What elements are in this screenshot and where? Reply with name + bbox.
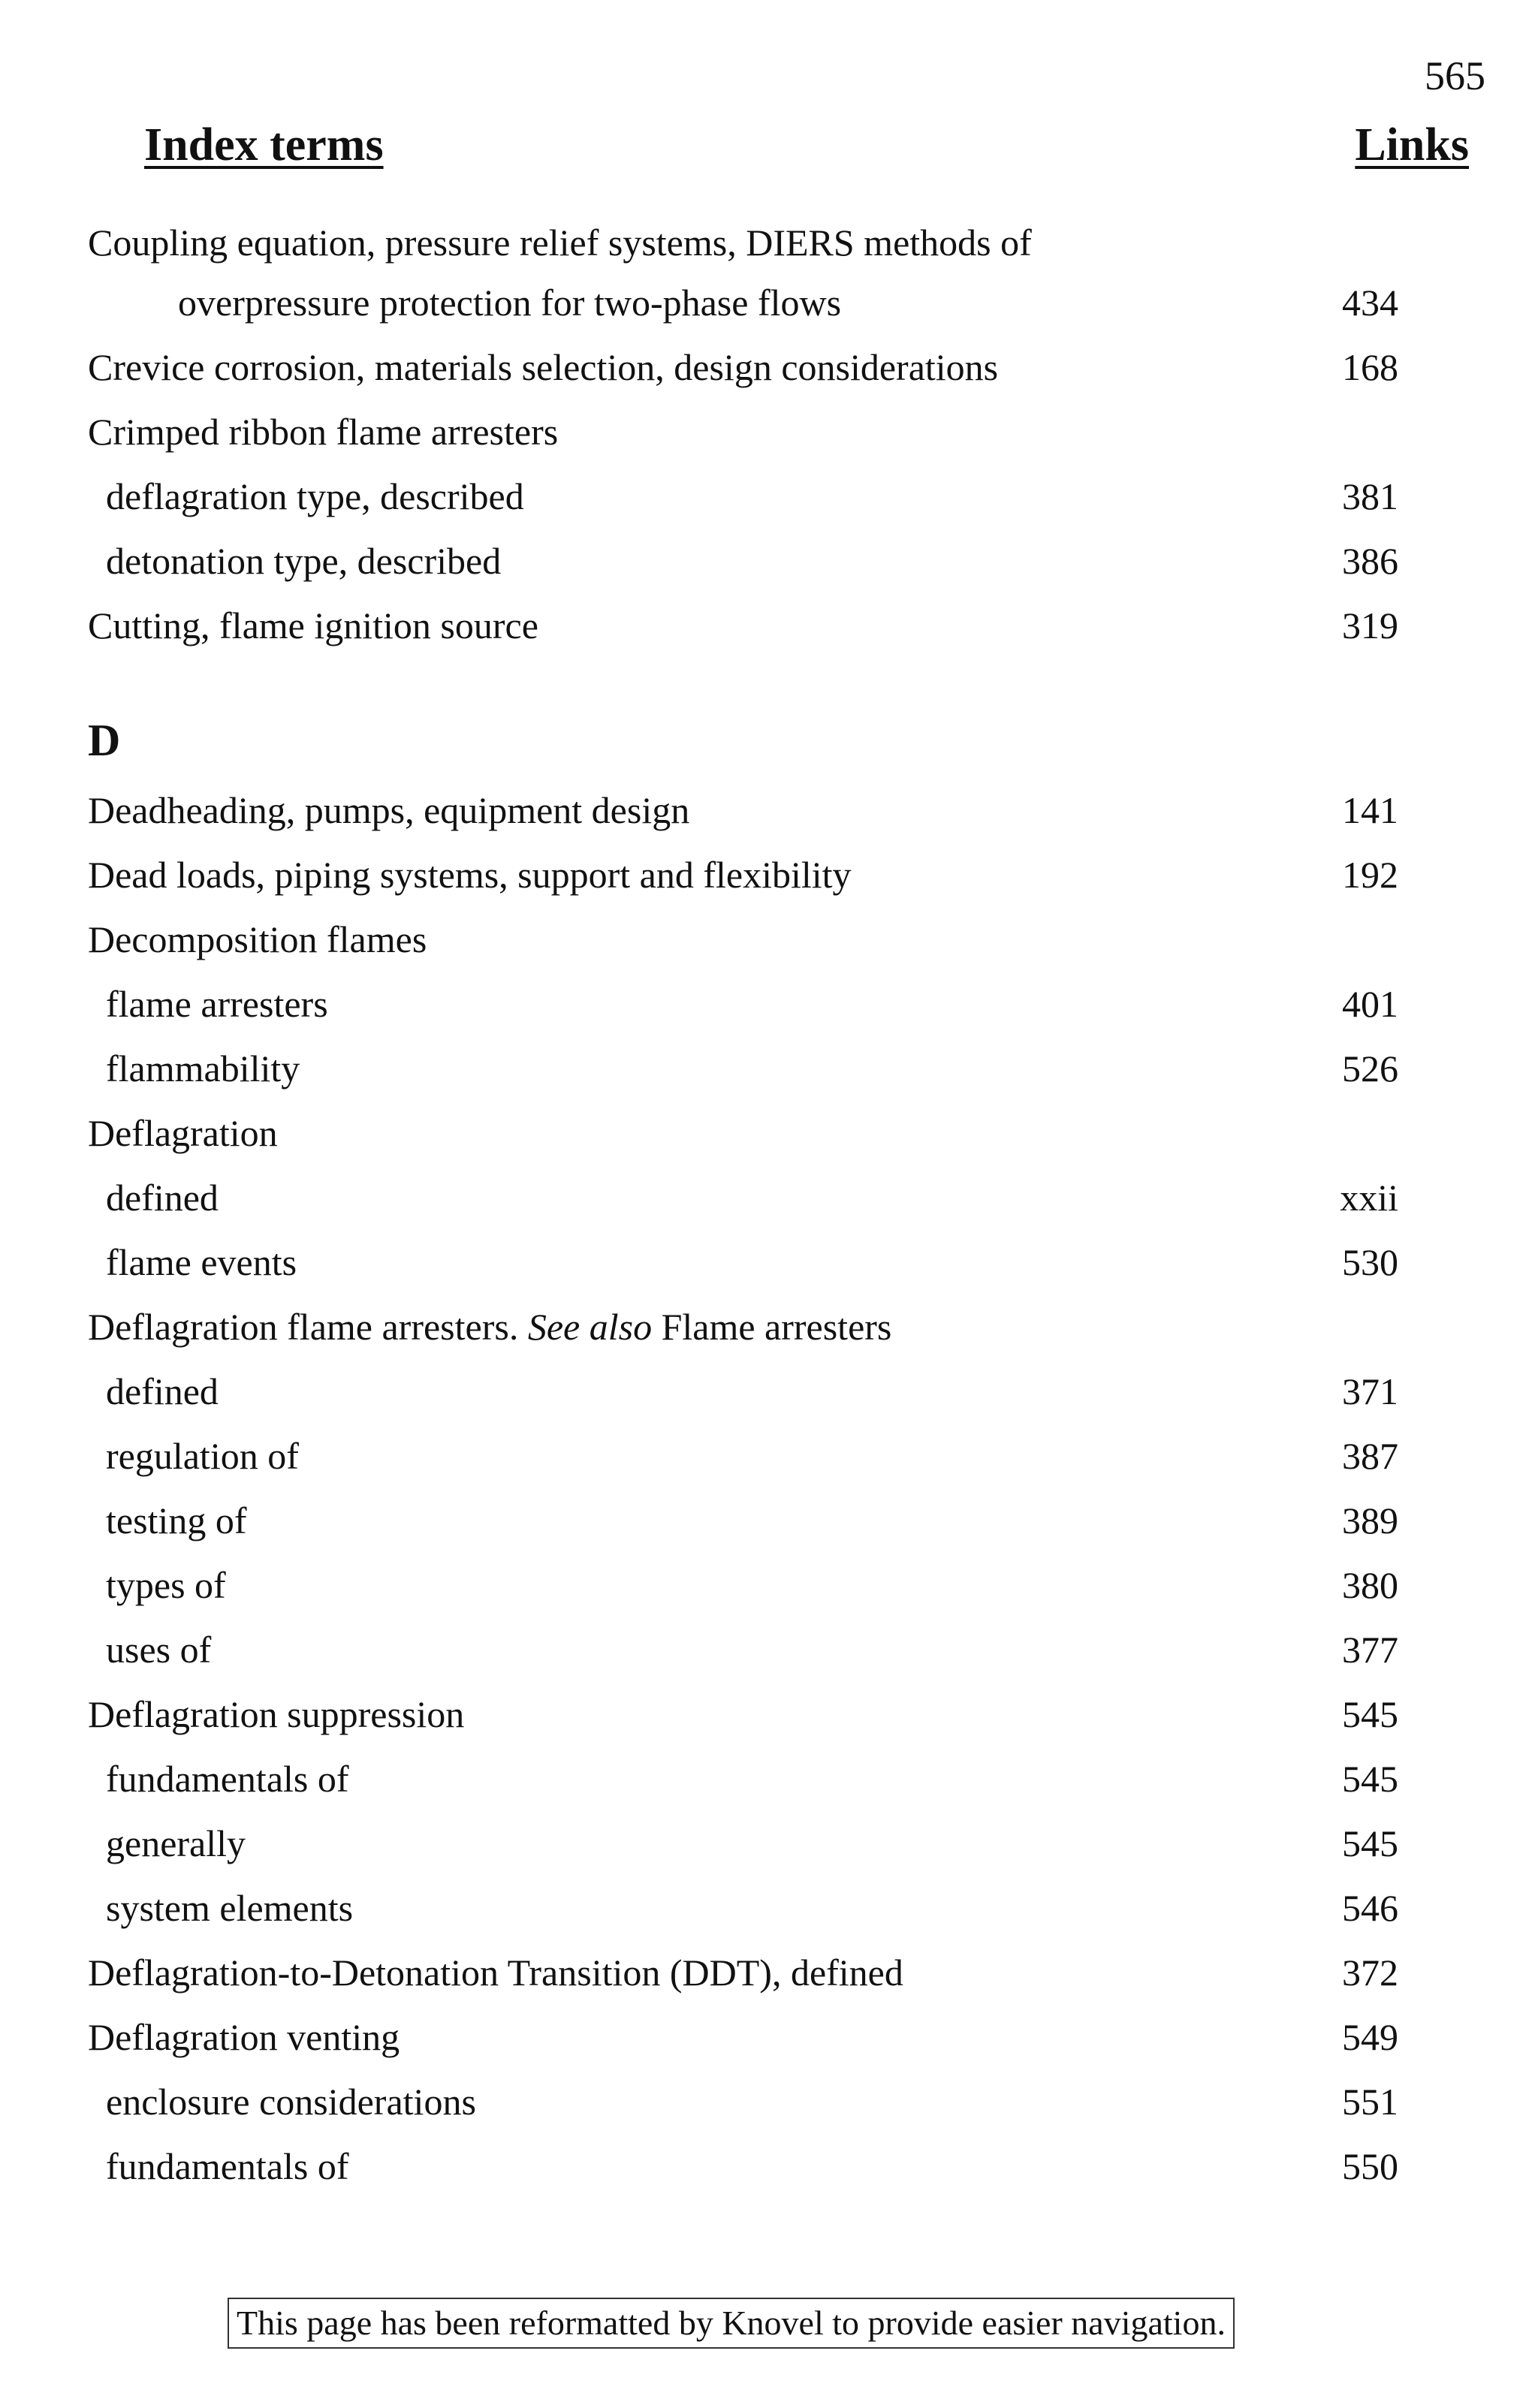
index-entry [88, 778, 1398, 842]
index-entry [88, 2005, 1398, 2069]
page-link[interactable]: 526 [1342, 1047, 1398, 1089]
index-term: Decomposition flames [88, 918, 427, 960]
index-group-c [88, 210, 1398, 658]
page-link[interactable]: 386 [1342, 540, 1398, 582]
page-link[interactable]: 545 [1342, 1693, 1398, 1735]
index-term: Deflagration flame arresters. See also Flame arresters [88, 1306, 892, 1348]
index-entry [88, 842, 1398, 907]
index-term: Coupling equation, pressure relief systems, DIERS methods of [88, 222, 1032, 264]
page-link[interactable]: 401 [1342, 983, 1398, 1025]
index-entry [88, 464, 1398, 529]
index-entry [88, 1553, 1398, 1617]
index-term: overpressure protection for two-phase flows [178, 282, 842, 324]
index-term: system elements [106, 1887, 354, 1929]
index-entry [88, 1488, 1398, 1553]
page-link[interactable]: 377 [1342, 1629, 1398, 1671]
index-term: Dead loads, piping systems, support and flexibility [88, 854, 852, 896]
index-entry [88, 1811, 1398, 1876]
index-term: Deflagration venting [88, 2016, 400, 2058]
index-entry [88, 1746, 1398, 1811]
page-link[interactable]: 381 [1342, 475, 1398, 517]
index-term: enclosure considerations [106, 2081, 476, 2123]
index-term: uses of [106, 1629, 212, 1671]
page-link[interactable]: 168 [1342, 346, 1398, 388]
index-entry [88, 1294, 1398, 1359]
index-term: flame events [106, 1241, 297, 1283]
page-link[interactable]: 530 [1342, 1241, 1398, 1283]
index-entry [88, 593, 1398, 658]
index-entry [88, 2069, 1398, 2134]
index-term: Deflagration [88, 1112, 278, 1154]
index-entry [88, 1940, 1398, 2005]
page-link[interactable]: 380 [1342, 1564, 1398, 1606]
index-term: defined [106, 1370, 219, 1412]
index-entries [88, 210, 1398, 2199]
index-term: defined [106, 1177, 219, 1219]
index-entry [88, 1682, 1398, 1746]
index-entry [88, 270, 1398, 335]
index-entry [88, 399, 1398, 464]
page-link[interactable]: 546 [1342, 1887, 1398, 1929]
index-entry [88, 335, 1398, 399]
page-link[interactable]: xxii [1340, 1177, 1398, 1219]
index-term: Deflagration-to-Detonation Transition (DDT), defined [88, 1951, 903, 1994]
section-letter: D [88, 716, 121, 765]
index-entry [88, 2134, 1398, 2199]
index-term: fundamentals of [106, 1758, 349, 1800]
index-term: Crimped ribbon flame arresters [88, 411, 559, 453]
page-link[interactable]: 141 [1342, 789, 1398, 831]
index-entry [88, 907, 1398, 972]
page-link[interactable]: 434 [1342, 282, 1398, 324]
index-entry [88, 1359, 1398, 1424]
index-term: Crevice corrosion, materials selection, design considerations [88, 346, 999, 388]
index-term: fundamentals of [106, 2145, 349, 2187]
index-term: Deflagration suppression [88, 1693, 465, 1735]
see-also-label: See also [527, 1306, 653, 1348]
page-link[interactable]: 545 [1342, 1822, 1398, 1864]
index-entry [88, 1230, 1398, 1294]
page-link[interactable]: 549 [1342, 2016, 1398, 2058]
index-entry [88, 1101, 1398, 1165]
index-entry [88, 1036, 1398, 1101]
index-term: detonation type, described [106, 540, 502, 582]
index-group-d [88, 778, 1398, 2199]
index-entry [88, 529, 1398, 593]
index-entry [88, 972, 1398, 1036]
links-header: Links [1355, 119, 1469, 170]
index-term: Deadheading, pumps, equipment design [88, 789, 690, 831]
index-term: Cutting, flame ignition source [88, 604, 538, 646]
page-link[interactable]: 192 [1342, 854, 1398, 896]
page-link[interactable]: 545 [1342, 1758, 1398, 1800]
index-term: generally [106, 1822, 246, 1864]
page-link[interactable]: 372 [1342, 1951, 1398, 1994]
page-link[interactable]: 550 [1342, 2145, 1398, 2187]
index-entry [88, 1617, 1398, 1682]
page-number: 565 [1425, 53, 1485, 98]
index-term: flame arresters [106, 983, 328, 1025]
index-term: testing of [106, 1499, 247, 1542]
index-entry [88, 1165, 1398, 1230]
index-term: deflagration type, described [106, 475, 524, 517]
page-link[interactable]: 319 [1342, 604, 1398, 646]
index-term: types of [106, 1564, 226, 1606]
index-term: regulation of [106, 1435, 299, 1477]
index-term: flammability [106, 1047, 300, 1089]
index-terms-header: Index terms [144, 119, 384, 170]
index-entry [88, 210, 1398, 275]
page-link[interactable]: 389 [1342, 1499, 1398, 1542]
knovel-reformat-note: This page has been reformatted by Knovel to provide easier navigation. [228, 2298, 1235, 2349]
page-link[interactable]: 371 [1342, 1370, 1398, 1412]
page-link[interactable]: 551 [1342, 2081, 1398, 2123]
page-link[interactable]: 387 [1342, 1435, 1398, 1477]
index-entry [88, 1876, 1398, 1940]
see-also-target[interactable]: Flame arresters [661, 1306, 892, 1348]
index-entry [88, 1424, 1398, 1488]
